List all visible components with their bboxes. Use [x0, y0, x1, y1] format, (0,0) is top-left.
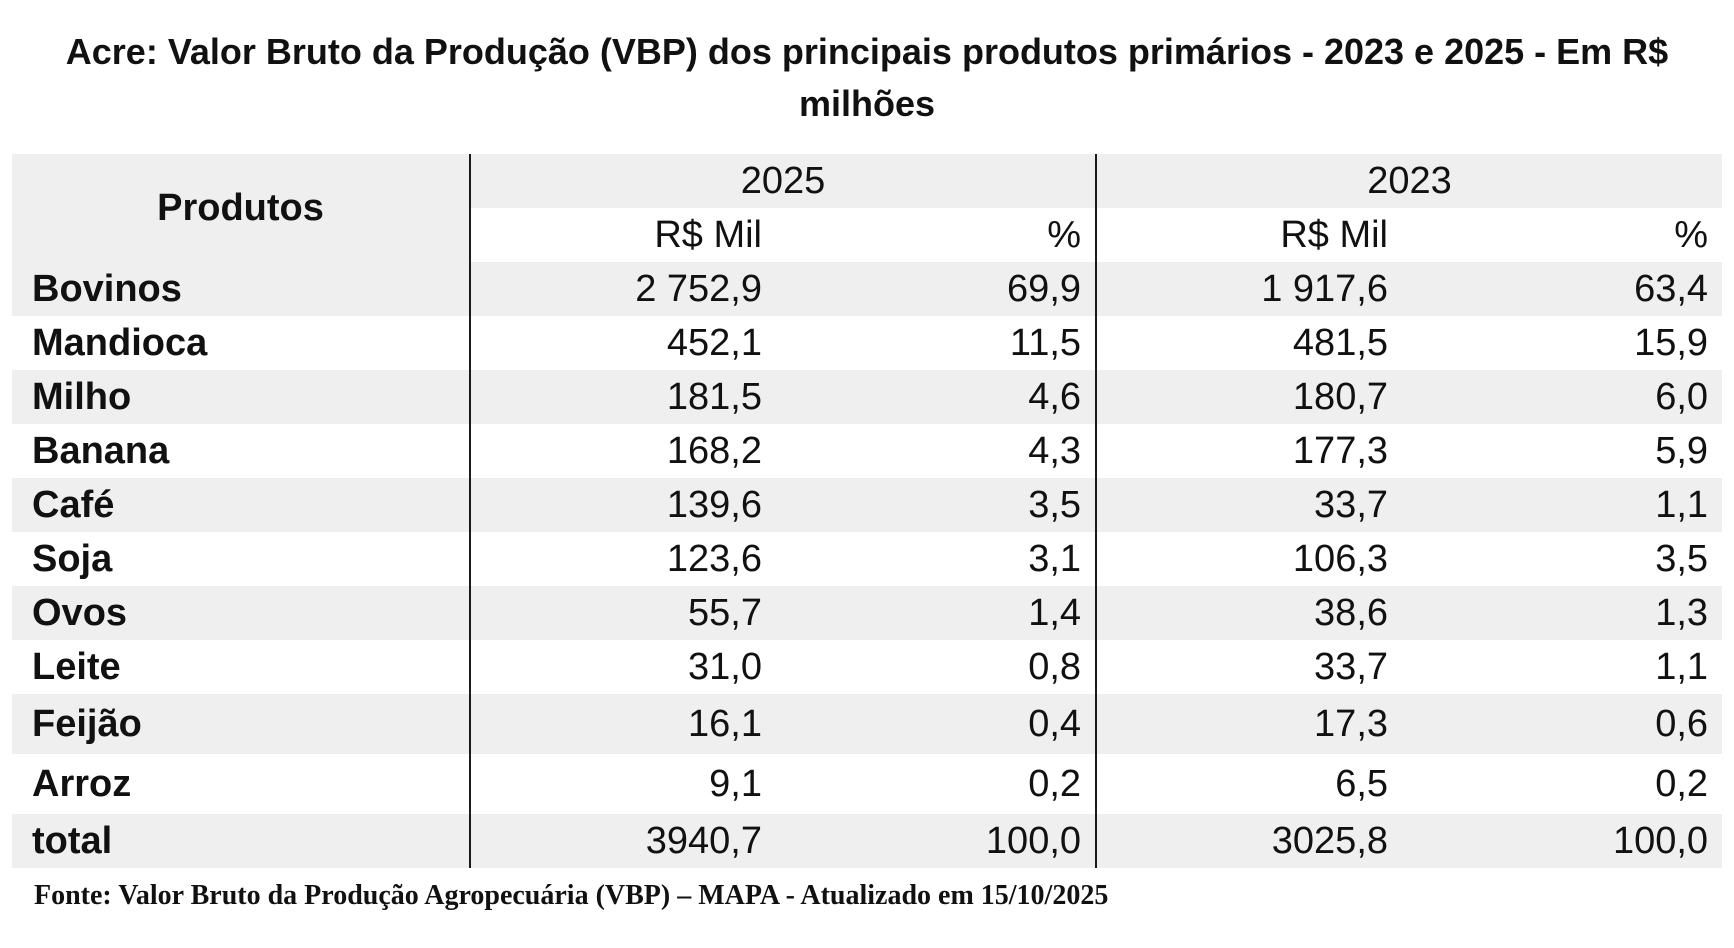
value-2023: 3025,8	[1096, 814, 1436, 868]
value-2025: 31,0	[470, 640, 810, 694]
pct-2025: 3,1	[1028, 537, 1082, 580]
value-2023: 33,7	[1096, 640, 1436, 694]
header-pct-2023: %	[1436, 208, 1722, 262]
value-2025: 3940,7	[470, 814, 810, 868]
header-value-2023: R$ Mil	[1096, 208, 1436, 262]
header-pct-2025: %	[810, 208, 1096, 262]
table-row	[12, 694, 1722, 754]
pct-2025: 4,6	[810, 370, 1096, 424]
value-2023: 177,3	[1096, 424, 1436, 478]
value-2023: 180,7	[1096, 370, 1436, 424]
pct-2023: 15,9	[1634, 321, 1709, 364]
value-2025: 168,2	[470, 424, 810, 478]
pct-2023: 100,0	[1436, 814, 1722, 868]
table-row	[12, 532, 1722, 586]
pct-2023: 1,1	[1655, 645, 1709, 688]
table-row-total	[12, 814, 1722, 868]
product-name: Arroz	[32, 762, 132, 805]
source-note: Fonte: Valor Bruto da Produção Agropecuária (VBP) – MAPA - Atualizado em 15/10/2025	[34, 880, 1109, 911]
pct-2025: 1,4	[810, 586, 1096, 640]
value-2023: 481,5	[1096, 316, 1436, 370]
pct-2023: 5,9	[1655, 429, 1709, 472]
table-row	[12, 316, 1722, 370]
product-name: Leite	[32, 645, 121, 688]
pct-2025: 3,5	[810, 478, 1096, 532]
product-name: Soja	[32, 537, 113, 580]
pct-2025: 69,9	[810, 262, 1096, 316]
value-2025: 16,1	[470, 694, 810, 754]
pct-2025: 11,5	[1009, 321, 1082, 364]
pct-2025: 0,4	[810, 694, 1096, 754]
value-2025: 2 752,9	[470, 262, 810, 316]
value-2025: 452,1	[470, 316, 810, 370]
value-2025: 123,6	[470, 532, 810, 586]
value-2025: 55,7	[470, 586, 810, 640]
table-row	[12, 640, 1722, 694]
table-row	[12, 370, 1722, 424]
table-row	[12, 586, 1722, 640]
pct-2025: 0,8	[1028, 645, 1082, 688]
product-name: Mandioca	[32, 321, 208, 364]
header-year-2023: 2023	[1096, 154, 1722, 208]
table-row	[12, 754, 1722, 814]
value-2025: 139,6	[470, 478, 810, 532]
product-name: Feijão	[12, 694, 470, 754]
header-value-2025: R$ Mil	[470, 208, 810, 262]
value-2023: 1 917,6	[1096, 262, 1436, 316]
pct-2023: 3,5	[1655, 537, 1709, 580]
value-2023: 33,7	[1096, 478, 1436, 532]
value-2025: 9,1	[470, 754, 810, 814]
page-title	[20, 26, 1714, 130]
pct-2025: 4,3	[1028, 429, 1082, 472]
pct-2023: 0,6	[1436, 694, 1722, 754]
product-name: Café	[12, 478, 470, 532]
table-row	[12, 424, 1722, 478]
value-2023: 6,5	[1096, 754, 1436, 814]
pct-2023: 0,2	[1655, 762, 1709, 805]
value-2025: 181,5	[470, 370, 810, 424]
table-row	[12, 478, 1722, 532]
pct-2023: 1,3	[1436, 586, 1722, 640]
title-line-1: Acre: Valor Bruto da Produção (VBP) dos principais produtos primários - 2023 e 2025 - Em R$	[65, 31, 1669, 72]
pct-2023: 1,1	[1436, 478, 1722, 532]
product-name: Banana	[32, 429, 170, 472]
table-row	[12, 262, 1722, 316]
value-2023: 38,6	[1096, 586, 1436, 640]
product-name: Ovos	[12, 586, 470, 640]
header-products: Produtos	[12, 154, 470, 262]
value-2023: 17,3	[1096, 694, 1436, 754]
value-2023: 106,3	[1096, 532, 1436, 586]
product-name: Milho	[12, 370, 470, 424]
pct-2025: 100,0	[810, 814, 1096, 868]
vbp-table	[12, 154, 1722, 868]
pct-2023: 6,0	[1436, 370, 1722, 424]
header-year-2025: 2025	[470, 154, 1096, 208]
title-line-2: milhões	[798, 83, 936, 124]
pct-2025: 0,2	[1028, 762, 1082, 805]
product-name: Bovinos	[12, 262, 470, 316]
pct-2023: 63,4	[1436, 262, 1722, 316]
product-name: total	[12, 814, 470, 868]
